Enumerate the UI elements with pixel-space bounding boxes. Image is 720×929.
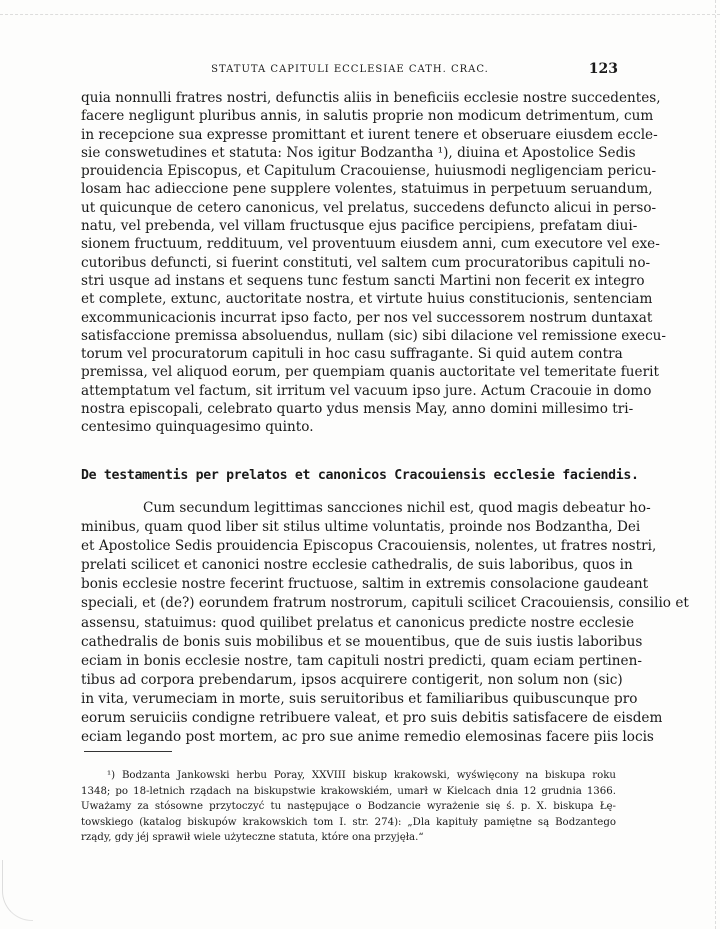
- footnote-line: towskiego (katalog biskupów krakowskich tom I. str. 274): „Dla kapituły pamiętne są Bodzantego: [81, 816, 616, 828]
- text-line: speciali, et (de?) eorundem fratrum nostrorum, capituli scilicet Cracouiensis, consilio et: [81, 595, 689, 612]
- text-line: et complete, extunc, auctoritate nostra, et virtute huius constitucionis, sentenciam: [81, 291, 653, 308]
- text-line: ut quicunque de cetero canonicus, vel prelatus, succedens defuncto alicui in perso-: [81, 199, 657, 216]
- header-title: STATUTA CAPITULI ECCLESIAE CATH. CRAC.: [211, 64, 489, 75]
- text-line: in vita, verumeciam in morte, suis seruitoribus et familiaribus quibuscunque pro: [81, 690, 638, 707]
- text-line: minibus, quam quod liber sit stilus ultime voluntatis, proinde nos Bodzantha, Dei: [81, 519, 641, 536]
- text-line: losam hac adieccione pene supplere volentes, statuimus in perpetuum seruandum,: [81, 181, 653, 198]
- paragraph-testaments: [81, 499, 689, 747]
- text-line: cathedralis de bonis suis mobilibus et se mouentibus, que de suis iustis laboribus: [81, 633, 643, 650]
- running-header: [80, 63, 620, 81]
- text-line: tibus ad corpora prebendarum, ipsos acquirere contigerit, non solum non (sic): [81, 671, 623, 688]
- text-line: natu, vel prebenda, vel villam fructusque ejus pacifice percipiens, prefatam diui-: [81, 218, 638, 235]
- text-line: eorum seruiciis condigne retribuere valeat, et pro suis debitis satisfacere de eisdem: [81, 710, 663, 727]
- text-line: assensu, statuimus: quod quilibet prelatus et canonicus predicte nostre ecclesie: [81, 614, 635, 631]
- text-line: attemptatum vel factum, sit irritum vel vacuum ipso jure. Actum Cracouie in domo: [81, 382, 652, 399]
- text-line: centesimo quinquagesimo quinto.: [81, 419, 314, 436]
- text-line: stri usque ad instans et sequens tunc festum sancti Martini non fecerit ex integro: [81, 272, 645, 289]
- text-line: torum vel procuratorum capituli in hoc casu suffragante. Si quid autem contra: [81, 346, 623, 363]
- paragraph-statute-continuation: [81, 89, 667, 437]
- text-line: facere negligunt pluribus annis, in salutis proprie non modicum detrimentum, cum: [81, 108, 654, 125]
- text-line: excommunicacionis incurrat ipso facto, per nos vel successorem nostrum duntaxat: [81, 309, 653, 326]
- text-line: prelati scilicet et canonici nostre ecclesie cathedralis, de suis laboribus, quos in: [81, 557, 633, 574]
- text-line: Cum secundum legittimas sancciones nichil est, quod magis debeatur ho-: [143, 500, 651, 516]
- footnote-line: ¹) Bodzanta Jankowski herbu Poray, XXVIII biskup krakowski, wyświęcony na biskupa roku: [107, 770, 616, 781]
- text-line: premissa, vel aliquod eorum, per quempiam quanis auctoritate vel temeritate fuerit: [81, 364, 659, 381]
- text-line: cutoribus defuncti, si fuerint constituti, vel saltem cum procuratoribus capituli no-: [81, 254, 651, 271]
- footnote-line: 1348; po 18-letnich rządach na biskupstwie krakowskiém, umarł w Kielcach dnia 12 grudnia 1366.: [81, 785, 616, 797]
- footnote-rule: [84, 751, 172, 752]
- scan-edge-top: [0, 0, 720, 15]
- text-line: et Apostolice Sedis prouidencia Episcopus Cracouiensis, nolentes, ut fratres nostri,: [81, 538, 657, 555]
- text-line: quia nonnulli fratres nostri, defunctis aliis in beneficiis ecclesie nostre succedentes,: [81, 90, 661, 106]
- text-line: nostra episcopali, celebrato quarto ydus mensis May, anno domini millesimo tri-: [81, 401, 634, 418]
- text-line: bonis ecclesie nostre fecerint fructuose, saltim in extremis consolacione gaudeant: [81, 576, 649, 593]
- section-heading: De testamentis per prelatos et canonicos Cracouiensis ecclesie faciendis.: [81, 468, 639, 483]
- footnote-line: rządy, gdy jéj sprawił wiele użyteczne statuta, które ona przyjęła.“: [81, 832, 424, 843]
- text-line: eciam legando post mortem, ac pro sue anime remedio elemosinas facere piis locis: [81, 729, 654, 746]
- text-line: eciam in bonis ecclesie nostre, tam capituli nostri predicti, quam eciam pertinen-: [81, 652, 642, 669]
- text-line: prouidencia Episcopus, et Capitulum Cracouiense, huiusmodi negligenciam pericu-: [81, 163, 657, 180]
- text-line: sionem fructuum, reddituum, vel proventuum eiusdem anni, cum executore vel exe-: [81, 236, 660, 253]
- text-line: sie conswetudines et statuta: Nos igitur Bodzantha ¹), diuina et Apostolice Sedis: [81, 144, 636, 161]
- footnote: [81, 768, 616, 846]
- text-line: in recepcione sua expresse promittant et iurent tenere et obseruare eiusdem eccle-: [81, 126, 658, 143]
- page-number: 123: [588, 61, 618, 77]
- footnote-line: Uważamy za stósowne przytoczyć tu następujące o Bodzancie wyrażenie się ś. p. X. biskupa Łę-: [81, 801, 616, 812]
- scan-edge-right: [715, 0, 718, 929]
- scan-edge-curl: [2, 860, 33, 921]
- text-line: satisfaccione premissa absoluendus, nullam (sic) sibi dilacione vel remissione execu-: [81, 327, 667, 344]
